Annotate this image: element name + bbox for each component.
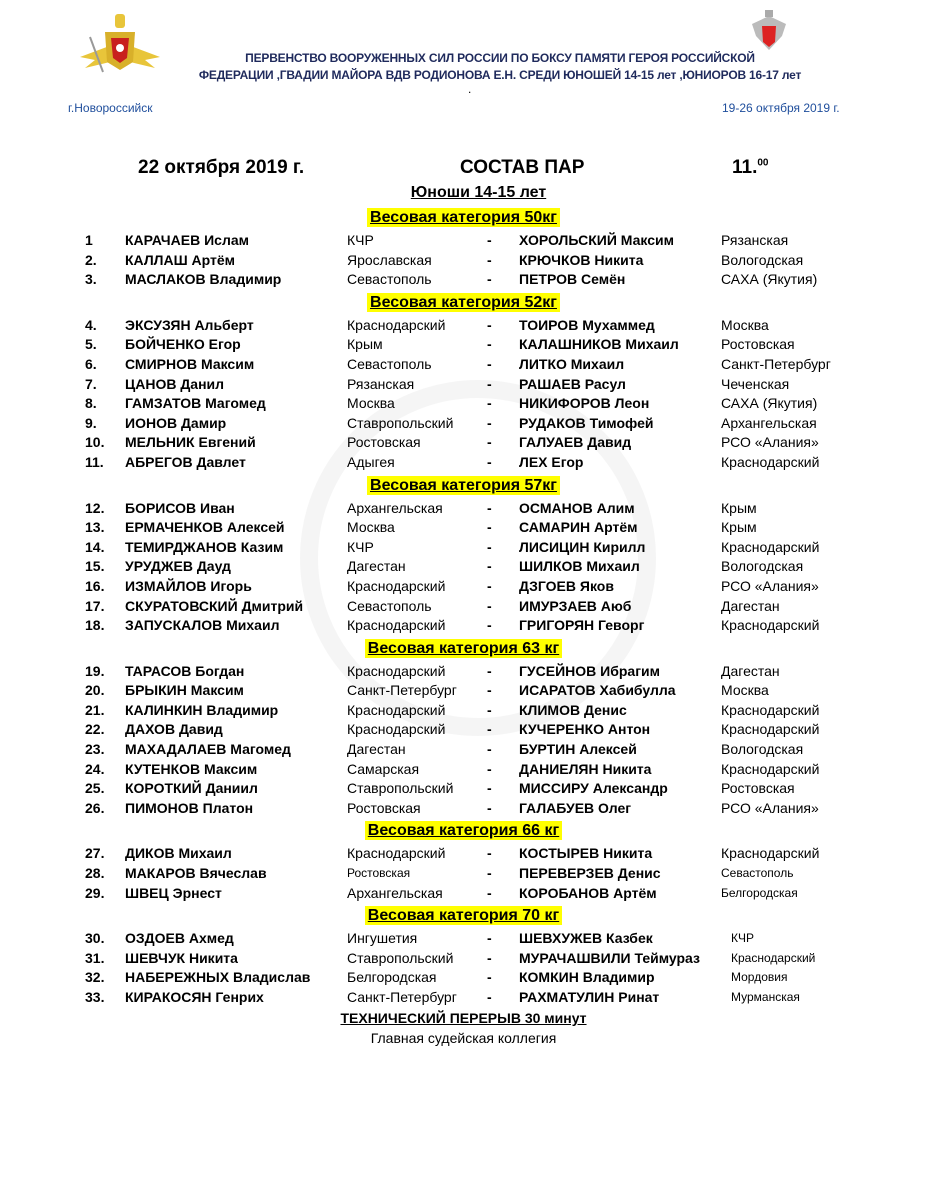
pair-row	[0, 799, 927, 819]
boxer-2-name: ПЕТРОВ Семён	[519, 271, 626, 288]
versus-dash: -	[487, 499, 492, 516]
boxer-1-name: КАЛИНКИН Владимир	[125, 701, 279, 718]
boxer-2-region: Белгородская	[721, 885, 798, 900]
versus-dash: -	[487, 741, 492, 758]
technical-break: ТЕХНИЧЕСКИЙ ПЕРЕРЫВ 30 минут	[340, 1009, 587, 1026]
boxer-1-region: Краснодарский	[347, 316, 446, 333]
boxer-2-name: КУЧЕРЕНКО Антон	[519, 721, 651, 738]
versus-dash: -	[487, 336, 492, 353]
versus-dash: -	[487, 721, 492, 738]
weight-category-heading	[0, 473, 927, 499]
boxer-1-name: ЗАПУСКАЛОВ Михаил	[125, 617, 280, 634]
boxer-2-region: Крым	[721, 499, 757, 516]
pair-row	[0, 968, 927, 988]
versus-dash: -	[487, 682, 492, 699]
pair-row	[0, 701, 927, 721]
pair-number: 24.	[85, 760, 105, 777]
pair-number: 17.	[85, 597, 105, 614]
pair-number: 27.	[85, 845, 105, 862]
pair-number: 30.	[85, 930, 105, 947]
boxer-2-name: ГАЛУАЕВ Давид	[519, 434, 632, 451]
pair-row	[0, 316, 927, 336]
pair-number: 22.	[85, 721, 105, 738]
weight-category-heading	[0, 636, 927, 662]
boxer-1-region: Краснодарский	[347, 577, 446, 594]
boxer-1-name: ШВЕЦ Эрнест	[125, 884, 222, 901]
boxer-1-region: Архангельская	[347, 884, 443, 901]
pair-row	[0, 414, 927, 434]
event-title-line-1: ПЕРВЕНСТВО ВООРУЖЕННЫХ СИЛ РОССИИ ПО БОКСУ ПАМЯТИ ГЕРОЯ РОССИЙСКОЙ	[245, 51, 755, 65]
versus-dash: -	[487, 375, 492, 392]
pair-number: 18.	[85, 617, 105, 634]
boxer-2-region: Краснодарский	[721, 845, 820, 862]
pair-row	[0, 499, 927, 519]
boxer-1-name: ШЕВЧУК Никита	[125, 949, 238, 966]
event-title-line-2: ФЕДЕРАЦИИ ,ГВАДИИ МАЙОРА ВДВ РОДИОНОВА Е.Н. СРЕДИ ЮНОШЕЙ 14-15 лет ,ЮНИОРОВ 16-17 лет	[198, 68, 802, 82]
boxer-1-name: КУТЕНКОВ Максим	[125, 760, 258, 777]
boxer-2-region: Мурманская	[731, 990, 800, 1004]
versus-dash: -	[487, 558, 492, 575]
boxer-1-name: БОЙЧЕНКО Егор	[125, 336, 241, 353]
boxer-1-name: ОЗДОЕВ Ахмед	[125, 930, 234, 947]
versus-dash: -	[487, 930, 492, 947]
boxer-1-name: СМИРНОВ Максим	[125, 355, 255, 372]
boxer-1-region: Севастополь	[347, 355, 432, 372]
boxer-1-region: Дагестан	[347, 558, 406, 575]
boxer-2-name: ЛИСИЦИН Кирилл	[519, 538, 646, 555]
pair-row	[0, 779, 927, 799]
versus-dash: -	[487, 701, 492, 718]
boxer-1-region: Москва	[347, 395, 395, 412]
boxer-1-region: Ростовская	[347, 799, 421, 816]
boxer-1-region: Москва	[347, 519, 395, 536]
versus-dash: -	[487, 969, 492, 986]
boxer-2-name: ШИЛКОВ Михаил	[519, 558, 640, 575]
boxer-1-region: Ставропольский	[347, 414, 454, 431]
boxer-2-region: САХА (Якутия)	[721, 271, 818, 288]
boxer-1-name: ЦАНОВ Данил	[125, 375, 225, 392]
boxer-1-name: ГАМЗАТОВ Магомед	[125, 395, 266, 412]
pair-row	[0, 616, 927, 636]
pair-number: 3.	[85, 271, 97, 288]
boxer-1-region: Ингушетия	[347, 930, 418, 947]
boxer-2-name: ИСАРАТОВ Хабибулла	[519, 682, 676, 699]
weight-category-label: Весовая категория 70 кг	[365, 906, 562, 925]
pair-row	[0, 577, 927, 597]
boxer-1-region: Санкт-Петербург	[347, 989, 457, 1005]
boxer-2-region: РСО «Алания»	[721, 799, 819, 816]
boxer-1-name: МАСЛАКОВ Владимир	[125, 271, 282, 288]
versus-dash: -	[487, 780, 492, 797]
pair-number: 23.	[85, 741, 105, 758]
pair-number: 2.	[85, 251, 97, 268]
start-time-minutes: 00	[757, 157, 769, 169]
document-header	[0, 157, 927, 181]
boxer-2-name: КОРОБАНОВ Артём	[519, 884, 657, 901]
boxer-2-name: ДЗГОЕВ Яков	[519, 577, 614, 594]
page-title: СОСТАВ ПАР	[460, 157, 585, 178]
boxer-2-region: Краснодарский	[721, 453, 820, 470]
pair-row	[0, 884, 927, 904]
pair-number: 14.	[85, 538, 105, 555]
boxer-2-region: Краснодарский	[721, 538, 820, 555]
boxer-2-region: КЧР	[731, 931, 754, 946]
boxer-1-name: ДАХОВ Давид	[125, 721, 223, 738]
pair-row	[0, 662, 927, 682]
city: г.Новороссийск	[68, 101, 153, 115]
boxer-2-region: Ростовская	[721, 780, 795, 797]
boxer-1-name: ИОНОВ Дамир	[125, 414, 227, 431]
pair-number: 33.	[85, 989, 105, 1005]
boxer-2-name: ХОРОЛЬСКИЙ Максим	[519, 232, 674, 248]
boxer-1-name: ДИКОВ Михаил	[125, 845, 232, 862]
versus-dash: -	[487, 884, 492, 901]
pair-row	[0, 740, 927, 760]
pair-row	[0, 929, 927, 949]
boxer-2-region: Мордовия	[731, 970, 788, 985]
boxer-1-name: СКУРАТОВСКИЙ Дмитрий	[125, 597, 304, 614]
boxer-1-region: Севастополь	[347, 271, 432, 288]
boxer-2-region: Москва	[721, 682, 769, 699]
boxer-1-name: КИРАКОСЯН Генрих	[125, 989, 264, 1005]
boxer-2-name: ЛЕХ Егор	[519, 453, 584, 470]
versus-dash: -	[487, 799, 492, 816]
boxer-2-region: Краснодарский	[721, 701, 820, 718]
boxer-2-name: САМАРИН Артём	[519, 519, 638, 536]
boxer-1-name: ЭКСУЗЯН Альберт	[125, 316, 254, 333]
pair-number: 28.	[85, 865, 105, 882]
boxer-2-region: Вологодская	[721, 741, 804, 758]
boxer-2-name: РАХМАТУЛИН Ринат	[519, 989, 660, 1005]
weight-category-heading	[0, 818, 927, 844]
boxer-2-name: ЛИТКО Михаил	[519, 355, 625, 372]
pair-number: 19.	[85, 662, 105, 679]
pair-number: 13.	[85, 519, 105, 536]
boxer-1-region: Краснодарский	[347, 701, 446, 718]
versus-dash: -	[487, 577, 492, 594]
boxer-1-name: КАРАЧАЕВ Ислам	[125, 232, 249, 248]
chief-judges-panel: Главная судейская коллегия	[370, 1029, 557, 1046]
pair-number: 12.	[85, 499, 105, 516]
boxer-2-name: ПЕРЕВЕРЗЕВ Денис	[519, 865, 661, 882]
boxer-2-region: Крым	[721, 519, 757, 536]
boxer-2-name: НИКИФОРОВ Леон	[519, 395, 650, 412]
boxer-1-region: Краснодарский	[347, 662, 446, 679]
pair-row	[0, 231, 927, 251]
boxer-1-name: ТАРАСОВ Богдан	[125, 662, 245, 679]
weight-category-label: Весовая категория 63 кг	[365, 639, 562, 658]
pair-row	[0, 355, 927, 375]
pair-row	[0, 557, 927, 577]
age-group-heading: Юноши 14-15 лет	[410, 184, 547, 201]
pair-row	[0, 538, 927, 558]
weight-category-heading	[0, 903, 927, 929]
boxer-2-region: Краснодарский	[721, 721, 820, 738]
pair-number: 9.	[85, 414, 97, 431]
boxer-1-region: Ростовская	[347, 866, 411, 881]
pair-number: 21.	[85, 701, 105, 718]
boxer-2-region: Дагестан	[721, 662, 780, 679]
boxer-1-name: ЕРМАЧЕНКОВ Алексей	[125, 519, 285, 536]
pair-row	[0, 844, 927, 864]
boxer-2-name: КОМКИН Владимир	[519, 969, 655, 986]
boxer-2-region: Краснодарский	[721, 760, 820, 777]
boxer-1-region: Самарская	[347, 760, 420, 777]
boxer-1-name: УРУДЖЕВ Дауд	[125, 558, 231, 575]
boxer-1-region: КЧР	[347, 538, 374, 555]
boxer-2-name: ОСМАНОВ Алим	[519, 499, 635, 516]
pair-number: 29.	[85, 884, 105, 901]
pair-number: 5.	[85, 336, 97, 353]
boxer-1-region: Краснодарский	[347, 617, 446, 634]
boxer-1-region: Краснодарский	[347, 721, 446, 738]
pair-row	[0, 720, 927, 740]
versus-dash: -	[487, 538, 492, 555]
pair-number: 15.	[85, 558, 105, 575]
boxer-1-region: Ярославская	[347, 251, 432, 268]
boxer-2-name: КРЮЧКОВ Никита	[519, 251, 644, 268]
weight-category-label: Весовая категория 66 кг	[365, 821, 562, 840]
boxer-1-region: Краснодарский	[347, 845, 446, 862]
boxer-1-region: Ставропольский	[347, 780, 454, 797]
versus-dash: -	[487, 617, 492, 634]
boxer-2-name: РУДАКОВ Тимофей	[519, 414, 654, 431]
boxer-1-region: Архангельская	[347, 499, 443, 516]
pair-number: 16.	[85, 577, 105, 594]
boxer-1-name: МЕЛЬНИК Евгений	[125, 434, 256, 451]
boxer-2-region: Москва	[721, 316, 769, 333]
pair-row	[0, 597, 927, 617]
boxer-1-name: ИЗМАЙЛОВ Игорь	[125, 577, 252, 594]
weight-category-label: Весовая категория 52кг	[367, 293, 560, 312]
boxer-1-name: ПИМОНОВ Платон	[125, 799, 254, 816]
versus-dash: -	[487, 414, 492, 431]
boxer-2-region: Архангельская	[721, 414, 817, 431]
boxer-1-region: Крым	[347, 336, 383, 353]
versus-dash: -	[487, 845, 492, 862]
boxer-1-name: КОРОТКИЙ Даниил	[125, 780, 258, 797]
pair-row	[0, 864, 927, 884]
pair-number: 32.	[85, 969, 105, 986]
versus-dash: -	[487, 395, 492, 412]
boxer-2-region: РСО «Алания»	[721, 434, 819, 451]
weight-category-heading	[0, 290, 927, 316]
boxer-2-name: ГРИГОРЯН Геворг	[519, 617, 645, 634]
versus-dash: -	[487, 519, 492, 536]
versus-dash: -	[487, 989, 492, 1005]
boxer-1-name: МАКАРОВ Вячеслав	[125, 865, 267, 882]
boxer-1-name: МАХАДАЛАЕВ Магомед	[125, 741, 291, 758]
versus-dash: -	[487, 355, 492, 372]
boxer-1-name: ТЕМИРДЖАНОВ Казим	[125, 538, 284, 555]
boxer-2-name: ГУСЕЙНОВ Ибрагим	[519, 662, 660, 679]
pair-number: 31.	[85, 949, 105, 966]
boxer-2-region: Дагестан	[721, 597, 780, 614]
pair-row	[0, 681, 927, 701]
boxer-2-name: КОСТЫРЕВ Никита	[519, 845, 653, 862]
pair-number: 25.	[85, 780, 105, 797]
versus-dash: -	[487, 949, 492, 966]
boxer-2-name: КЛИМОВ Денис	[519, 701, 627, 718]
pair-row	[0, 335, 927, 355]
boxer-2-name: КАЛАШНИКОВ Михаил	[519, 336, 679, 353]
weight-category-heading	[0, 205, 927, 231]
boxer-1-region: Санкт-Петербург	[347, 682, 457, 699]
pair-number: 11.	[85, 453, 104, 470]
boxer-2-region: Санкт-Петербург	[721, 355, 831, 372]
boxer-2-name: МУРАЧАШВИЛИ Теймураз	[519, 949, 700, 966]
start-time	[732, 157, 769, 179]
boxer-1-region: КЧР	[347, 232, 374, 248]
versus-dash: -	[487, 271, 492, 288]
weight-category-label: Весовая категория 57кг	[367, 476, 560, 495]
boxer-2-region: РСО «Алания»	[721, 577, 819, 594]
boxer-1-name: АБРЕГОВ Давлет	[125, 453, 246, 470]
pair-row	[0, 988, 927, 1008]
pair-row	[0, 270, 927, 290]
boxer-2-region: САХА (Якутия)	[721, 395, 818, 412]
versus-dash: -	[487, 662, 492, 679]
bout-date: 22 октября 2019 г.	[138, 157, 305, 178]
versus-dash: -	[487, 251, 492, 268]
pair-row	[0, 433, 927, 453]
pair-number: 1	[85, 232, 93, 248]
versus-dash: -	[487, 760, 492, 777]
boxer-2-name: ШЕВХУЖЕВ Казбек	[519, 930, 653, 947]
boxer-2-region: Рязанская	[721, 232, 789, 248]
boxer-2-name: ГАЛАБУЕВ Олег	[519, 799, 632, 816]
weight-category-label: Весовая категория 50кг	[367, 208, 560, 227]
boxer-2-region: Краснодарский	[721, 617, 820, 634]
versus-dash: -	[487, 597, 492, 614]
pair-row	[0, 394, 927, 414]
boxer-1-name: НАБЕРЕЖНЫХ Владислав	[125, 969, 311, 986]
pair-number: 7.	[85, 375, 97, 392]
boxer-2-region: Ростовская	[721, 336, 795, 353]
boxer-2-region: Краснодарский	[731, 950, 816, 965]
boxer-1-region: Адыгея	[347, 453, 395, 470]
pair-row	[0, 949, 927, 969]
pair-number: 20.	[85, 682, 105, 699]
boxer-2-name: БУРТИН Алексей	[519, 741, 637, 758]
boxer-1-region: Рязанская	[347, 375, 415, 392]
start-time-hour: 11.	[732, 157, 758, 178]
pair-row	[0, 518, 927, 538]
pair-number: 6.	[85, 355, 97, 372]
boxer-1-name: КАЛЛАШ Артём	[125, 251, 236, 268]
boxer-1-region: Севастополь	[347, 597, 432, 614]
boxer-1-region: Дагестан	[347, 741, 406, 758]
versus-dash: -	[487, 453, 492, 470]
title-dot: .	[468, 82, 472, 96]
boxer-2-name: МИССИРУ Александр	[519, 780, 668, 797]
versus-dash: -	[487, 232, 492, 248]
boxer-2-name: ИМУРЗАЕВ Аюб	[519, 597, 632, 614]
boxer-1-region: Ставропольский	[347, 949, 454, 966]
pair-number: 4.	[85, 316, 97, 333]
boxer-2-name: РАШАЕВ Расул	[519, 375, 626, 392]
versus-dash: -	[487, 316, 492, 333]
boxer-1-name: БРЫКИН Максим	[125, 682, 244, 699]
boxer-1-name: БОРИСОВ Иван	[125, 499, 235, 516]
pairs-document	[0, 157, 927, 1048]
boxer-2-name: ТОИРОВ Мухаммед	[519, 316, 655, 333]
pair-number: 8.	[85, 395, 97, 412]
pair-number: 10.	[85, 434, 105, 451]
pair-row	[0, 251, 927, 271]
event-dates: 19-26 октября 2019 г.	[722, 101, 840, 115]
boxer-2-region: Чеченская	[721, 375, 790, 392]
boxer-2-region: Вологодская	[721, 558, 804, 575]
pair-row	[0, 375, 927, 395]
pair-row	[0, 760, 927, 780]
boxer-2-region: Вологодская	[721, 251, 804, 268]
pair-number: 26.	[85, 799, 105, 816]
versus-dash: -	[487, 434, 492, 451]
pair-row	[0, 453, 927, 473]
boxer-2-region: Севастополь	[721, 866, 794, 881]
boxer-2-name: ДАНИЕЛЯН Никита	[519, 760, 652, 777]
versus-dash: -	[487, 865, 492, 882]
boxer-1-region: Ростовская	[347, 434, 421, 451]
boxer-1-region: Белгородская	[347, 969, 437, 986]
